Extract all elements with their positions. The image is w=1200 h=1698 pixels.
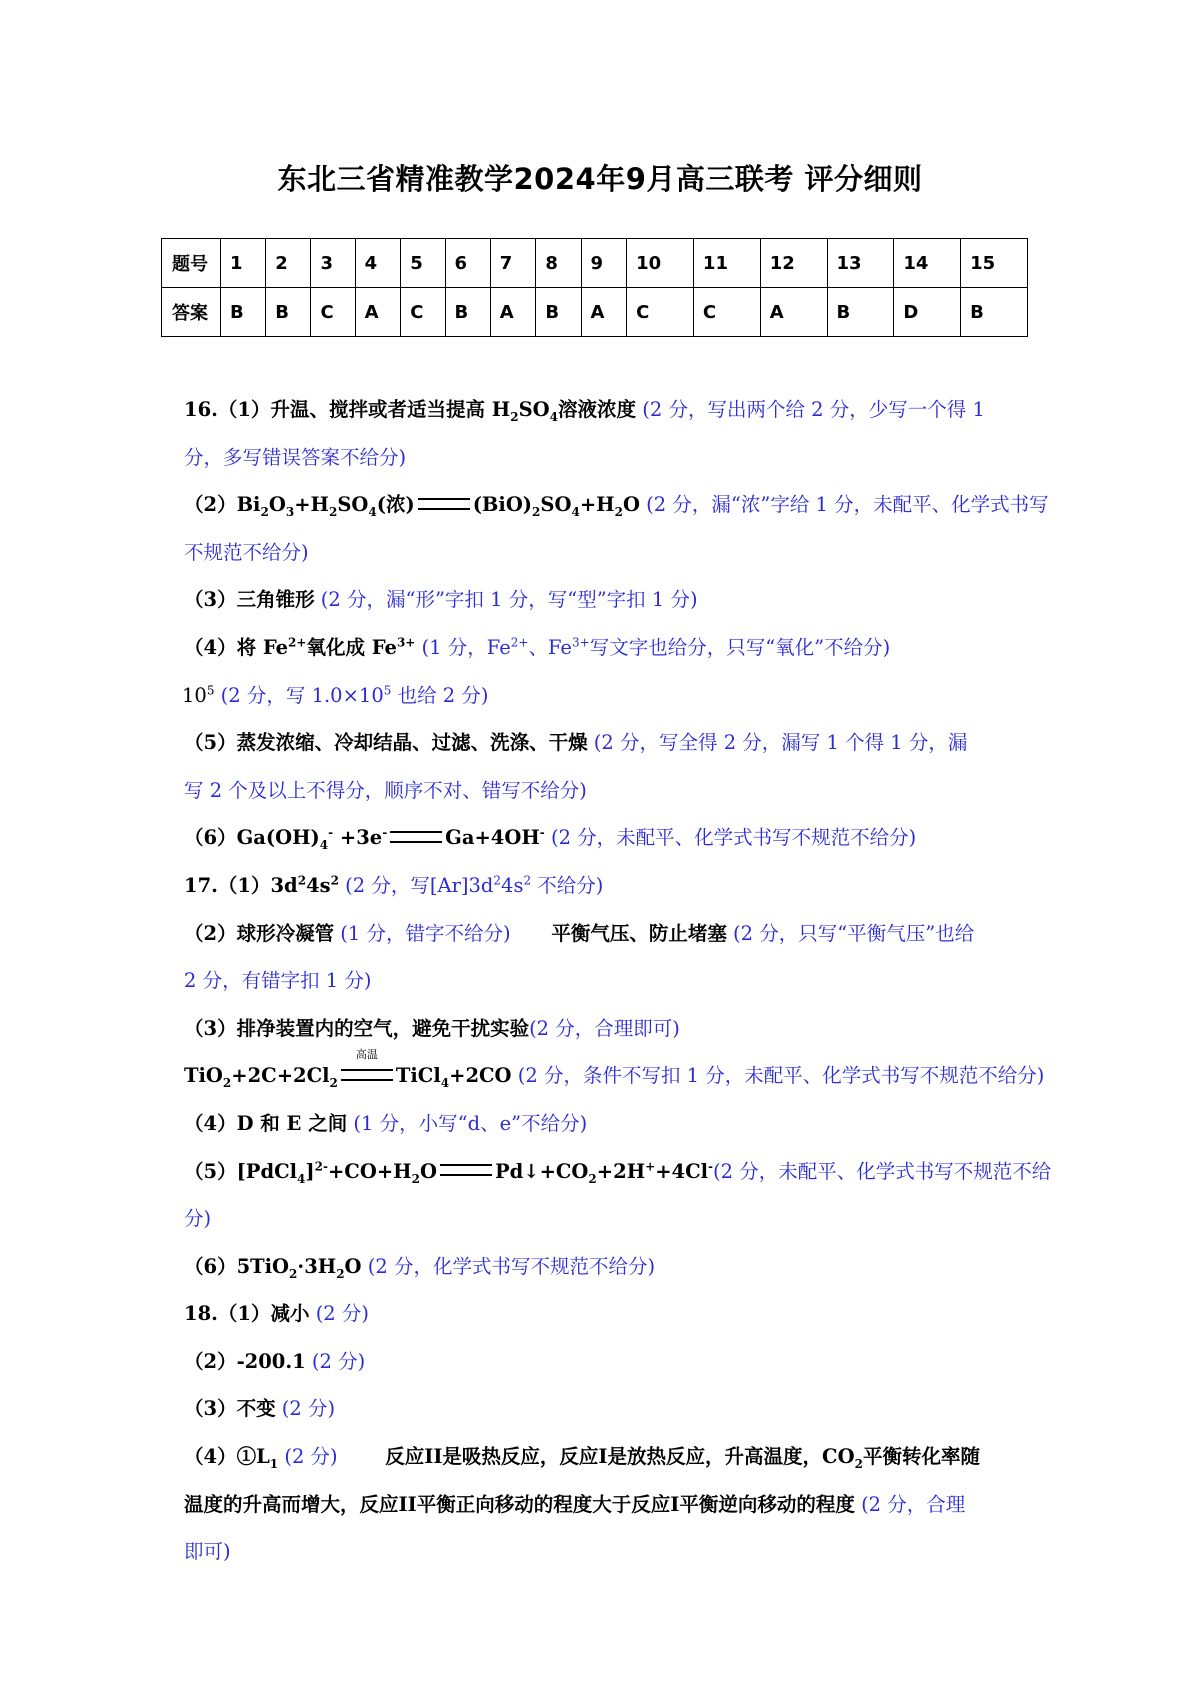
superscript: 5	[206, 683, 215, 698]
superscript: 2+	[510, 635, 529, 650]
row-label: 题号	[162, 239, 221, 288]
answer-text: +3e	[333, 826, 383, 850]
question-number: 2	[266, 239, 311, 288]
answer-text: 温度的升高而增大，反应II平衡正向移动的程度大于反应I平衡逆向移动的程度	[184, 1492, 855, 1516]
answer-cell: C	[311, 288, 355, 337]
answer-text: （4）将 Fe	[184, 635, 289, 659]
answer-text: 反应II是吸热反应，反应I是放热反应，升高温度，CO	[337, 1445, 855, 1469]
scoring-note: (2 分，写 1.0×10	[214, 683, 384, 707]
page-title: 东北三省精准教学2024年9月高三联考 评分细则	[277, 162, 923, 196]
answer-text: （3）不变	[184, 1397, 276, 1421]
scoring-note: 即可)	[184, 1540, 231, 1564]
subscript: 2	[510, 409, 519, 424]
answer-cell: C	[401, 288, 445, 337]
question-number: 8	[536, 239, 581, 288]
answer-text: (浓)	[376, 493, 415, 517]
scoring-note: (2 分，漏“浓”字给 1 分，未配平、化学式书写	[639, 493, 1049, 517]
scoring-note: 也给 2 分)	[391, 683, 489, 707]
scoring-note: (2 分)	[305, 1349, 366, 1373]
q16-part6	[184, 814, 1030, 862]
q18-part4-line2	[184, 1481, 1030, 1529]
answer-text: 18.（1）减小	[184, 1302, 310, 1326]
answer-text: Ga+4OH	[445, 826, 540, 850]
equilibrium-sign	[418, 498, 470, 510]
q17-part2-line2	[184, 957, 1030, 1005]
answer-text: （4）D 和 E 之间	[184, 1111, 348, 1135]
answer-text: SO	[518, 398, 550, 421]
answer-text: （6）5TiO	[184, 1254, 290, 1278]
scoring-note: (2 分，未配平、化学式书写不规范不给	[713, 1159, 1052, 1183]
scoring-note: 4s	[501, 873, 524, 897]
scoring-note: (2 分，漏“形”字扣 1 分，写“型”字扣 1 分)	[314, 588, 698, 612]
answer-cell: D	[894, 288, 961, 337]
superscript: +	[645, 1159, 656, 1173]
answer-cell: A	[355, 288, 401, 337]
answer-text: ]	[305, 1159, 315, 1183]
answer-cell: C	[627, 288, 694, 337]
superscript: -	[382, 825, 388, 840]
q18-part3	[184, 1385, 1030, 1433]
subscript: 2	[532, 505, 541, 520]
answer-text: （2）Bi	[184, 493, 261, 517]
answer-cell: B	[445, 288, 490, 337]
answer-text: O	[419, 1159, 437, 1183]
subscript: 3	[285, 505, 295, 520]
subscript: 2	[614, 505, 623, 520]
answer-cell: B	[827, 288, 894, 337]
answer-text: +H	[579, 493, 615, 517]
subscript: 4	[319, 838, 329, 853]
scoring-details	[182, 386, 1052, 1576]
question-number: 4	[355, 239, 401, 288]
answer-text: O	[344, 1254, 362, 1278]
scoring-note: (1 分，错字不给分)	[334, 921, 511, 945]
question-number: 12	[760, 239, 827, 288]
answer-text: （4）①L	[184, 1445, 270, 1469]
q17-part1	[184, 862, 1030, 910]
table-row	[162, 288, 1028, 337]
q17-part5-line2	[184, 1195, 1030, 1243]
answer-text: （3）三角锥形	[184, 588, 315, 612]
equilibrium-sign	[440, 1164, 492, 1176]
scoring-note: (2 分)	[275, 1397, 336, 1421]
question-number: 1	[221, 239, 266, 288]
answer-text: （5）[PdCl	[184, 1159, 298, 1183]
scoring-note: (2 分，写出两个给 2 分，少写一个得 1	[636, 398, 985, 421]
scoring-note: (2 分)	[278, 1445, 338, 1469]
answer-text: Pd↓+CO	[494, 1159, 589, 1183]
subscript: 2	[588, 1171, 597, 1186]
superscript: -	[539, 825, 545, 840]
answer-cell: A	[490, 288, 536, 337]
q18-part1	[184, 1290, 1030, 1338]
subscript: 4	[368, 505, 377, 520]
answer-text: 17.（1）3d	[184, 873, 298, 897]
answer-text: （5）蒸发浓缩、冷却结晶、过滤、洗涤、干燥	[184, 731, 588, 755]
subscript: 2	[328, 505, 338, 520]
question-number: 5	[401, 239, 445, 288]
scoring-note: 不给分)	[531, 873, 604, 897]
answer-text: 氧化成 Fe	[306, 635, 397, 659]
subscript: 4	[297, 1171, 306, 1186]
q16-part2-line2	[184, 529, 1030, 577]
subscript: 2	[289, 1266, 298, 1281]
scoring-note: (2 分，未配平、化学式书写不规范不给分)	[544, 826, 917, 850]
answer-text: (BiO)	[472, 493, 533, 517]
answer-cell: B	[221, 288, 266, 337]
question-number: 3	[311, 239, 355, 288]
superscript: 2	[523, 873, 532, 888]
scoring-note: (2 分，合理即可)	[529, 1016, 680, 1040]
reaction-condition: 高温	[355, 1047, 378, 1061]
answer-cell: A	[760, 288, 827, 337]
answer-text: 平衡气压、防止堵塞	[510, 921, 727, 945]
q16-part4	[184, 624, 1030, 672]
equilibrium-sign-with-condition	[341, 1047, 393, 1083]
scoring-note: 分，多写错误答案不给分)	[184, 445, 407, 469]
answer-text: （6）Ga(OH)	[184, 826, 320, 850]
q17-part4	[184, 1100, 1030, 1148]
scoring-note: (2 分，写全得 2 分，漏写 1 个得 1 分，漏	[587, 731, 968, 755]
superscript: 2+	[288, 635, 307, 650]
superscript: 2	[330, 873, 339, 888]
scoring-note: (2 分，化学式书写不规范不给分)	[361, 1254, 656, 1278]
superscript: 2-	[314, 1159, 328, 1173]
q18-part4-line3	[184, 1528, 1030, 1576]
q16-part3	[184, 576, 1030, 624]
answer-cell: B	[961, 288, 1028, 337]
question-number: 9	[581, 239, 627, 288]
answer-text: 溶液浓度	[558, 398, 637, 421]
subscript: 2	[854, 1456, 863, 1471]
subscript: 4	[571, 505, 580, 520]
q16-part1-line2	[184, 434, 1030, 482]
superscript: 5	[383, 683, 392, 698]
subscript: 1	[269, 1456, 279, 1471]
scoring-note: (2 分，条件不写扣 1 分，未配平、化学式书写不规范不给分)	[511, 1064, 1045, 1088]
q17-part6	[184, 1243, 1030, 1291]
scoring-note: (1 分，小写“d、e”不给分)	[347, 1111, 588, 1135]
superscript: 2	[493, 873, 502, 888]
answer-text: （2）-200.1	[184, 1349, 306, 1373]
scoring-note: 分)	[184, 1207, 212, 1231]
subscript: 2	[329, 1076, 338, 1091]
question-number: 15	[961, 239, 1028, 288]
answer-table	[161, 238, 1028, 337]
answer-text: +4Cl	[655, 1159, 709, 1183]
answer-text: （3）排净装置内的空气，避免干扰实验	[184, 1016, 530, 1040]
question-number: 13	[827, 239, 894, 288]
equilibrium-bars	[341, 1069, 393, 1081]
question-number: 6	[445, 239, 490, 288]
q17-part3	[184, 1005, 1030, 1053]
subscript: 2	[222, 1076, 232, 1091]
scoring-note: 、Fe	[528, 635, 572, 659]
answer-text: +2CO	[449, 1064, 512, 1088]
subscript: 4	[440, 1076, 450, 1091]
answer-text: O	[268, 493, 286, 517]
question-number: 14	[894, 239, 961, 288]
subscript: 2	[411, 1171, 420, 1186]
answer-text: （2）球形冷凝管	[184, 921, 335, 945]
subscript: 2	[336, 1266, 345, 1281]
answer-cell: B	[536, 288, 581, 337]
q18-part2	[184, 1338, 1030, 1386]
answer-text: TiCl	[395, 1064, 441, 1088]
subscript: 4	[549, 409, 559, 424]
answer-cell: C	[693, 288, 760, 337]
answer-text: +2H	[596, 1159, 646, 1183]
answer-text: +H	[294, 493, 329, 517]
answer-text: 平衡转化率随	[862, 1445, 980, 1469]
superscript: -	[708, 1159, 714, 1173]
answer-text: O	[622, 493, 640, 517]
answer-text: 10	[182, 683, 207, 707]
q18-part4-line1	[184, 1433, 1030, 1481]
superscript: -	[328, 825, 334, 840]
superscript: 3+	[571, 635, 590, 650]
answer-cell: A	[581, 288, 627, 337]
subscript: 2	[260, 505, 269, 520]
answer-text: +CO+H	[327, 1159, 412, 1183]
table-row	[162, 239, 1028, 288]
q17-part3-equation	[184, 1047, 1045, 1100]
answer-text: 4s	[306, 873, 331, 897]
superscript: 2	[297, 873, 307, 888]
answer-text: TiO	[184, 1064, 223, 1088]
question-number: 10	[627, 239, 694, 288]
scoring-note: (2 分)	[309, 1302, 370, 1326]
scoring-note: (1 分，Fe	[415, 635, 511, 659]
answer-text: +2C+2Cl	[231, 1064, 330, 1088]
equilibrium-sign	[390, 831, 442, 843]
scoring-note: 不规范不给分)	[184, 540, 309, 564]
answer-text: ·3H	[297, 1254, 337, 1278]
scoring-note: 2 分，有错字扣 1 分)	[184, 969, 372, 993]
answer-text: SO	[540, 493, 572, 517]
q16-part5-line1	[184, 719, 1030, 767]
q16-part2-line1	[184, 481, 1049, 529]
row-label: 答案	[162, 288, 221, 337]
q17-part2-line1	[184, 910, 1030, 958]
scoring-note: (2 分，合理	[854, 1492, 966, 1516]
superscript: 3+	[396, 635, 416, 650]
answer-cell: B	[266, 288, 311, 337]
scoring-note: 写 2 个及以上不得分，顺序不对、错写不给分)	[184, 778, 587, 802]
answer-text: 16.（1）升温、搅拌或者适当提高 H	[184, 398, 511, 421]
answer-text: SO	[337, 493, 369, 517]
scoring-note: (2 分，只写“平衡气压”也给	[726, 921, 975, 945]
question-number: 7	[490, 239, 536, 288]
q16-part5-line2	[184, 767, 1030, 815]
question-number: 11	[693, 239, 760, 288]
scoring-note: 写文字也给分，只写“氧化”不给分)	[589, 635, 891, 659]
q16-part1-line1	[184, 386, 1030, 434]
scoring-note: (2 分，写[Ar]3d	[338, 873, 494, 897]
q17-part5-line1	[184, 1148, 1052, 1196]
q16-part4-b	[182, 672, 1030, 720]
